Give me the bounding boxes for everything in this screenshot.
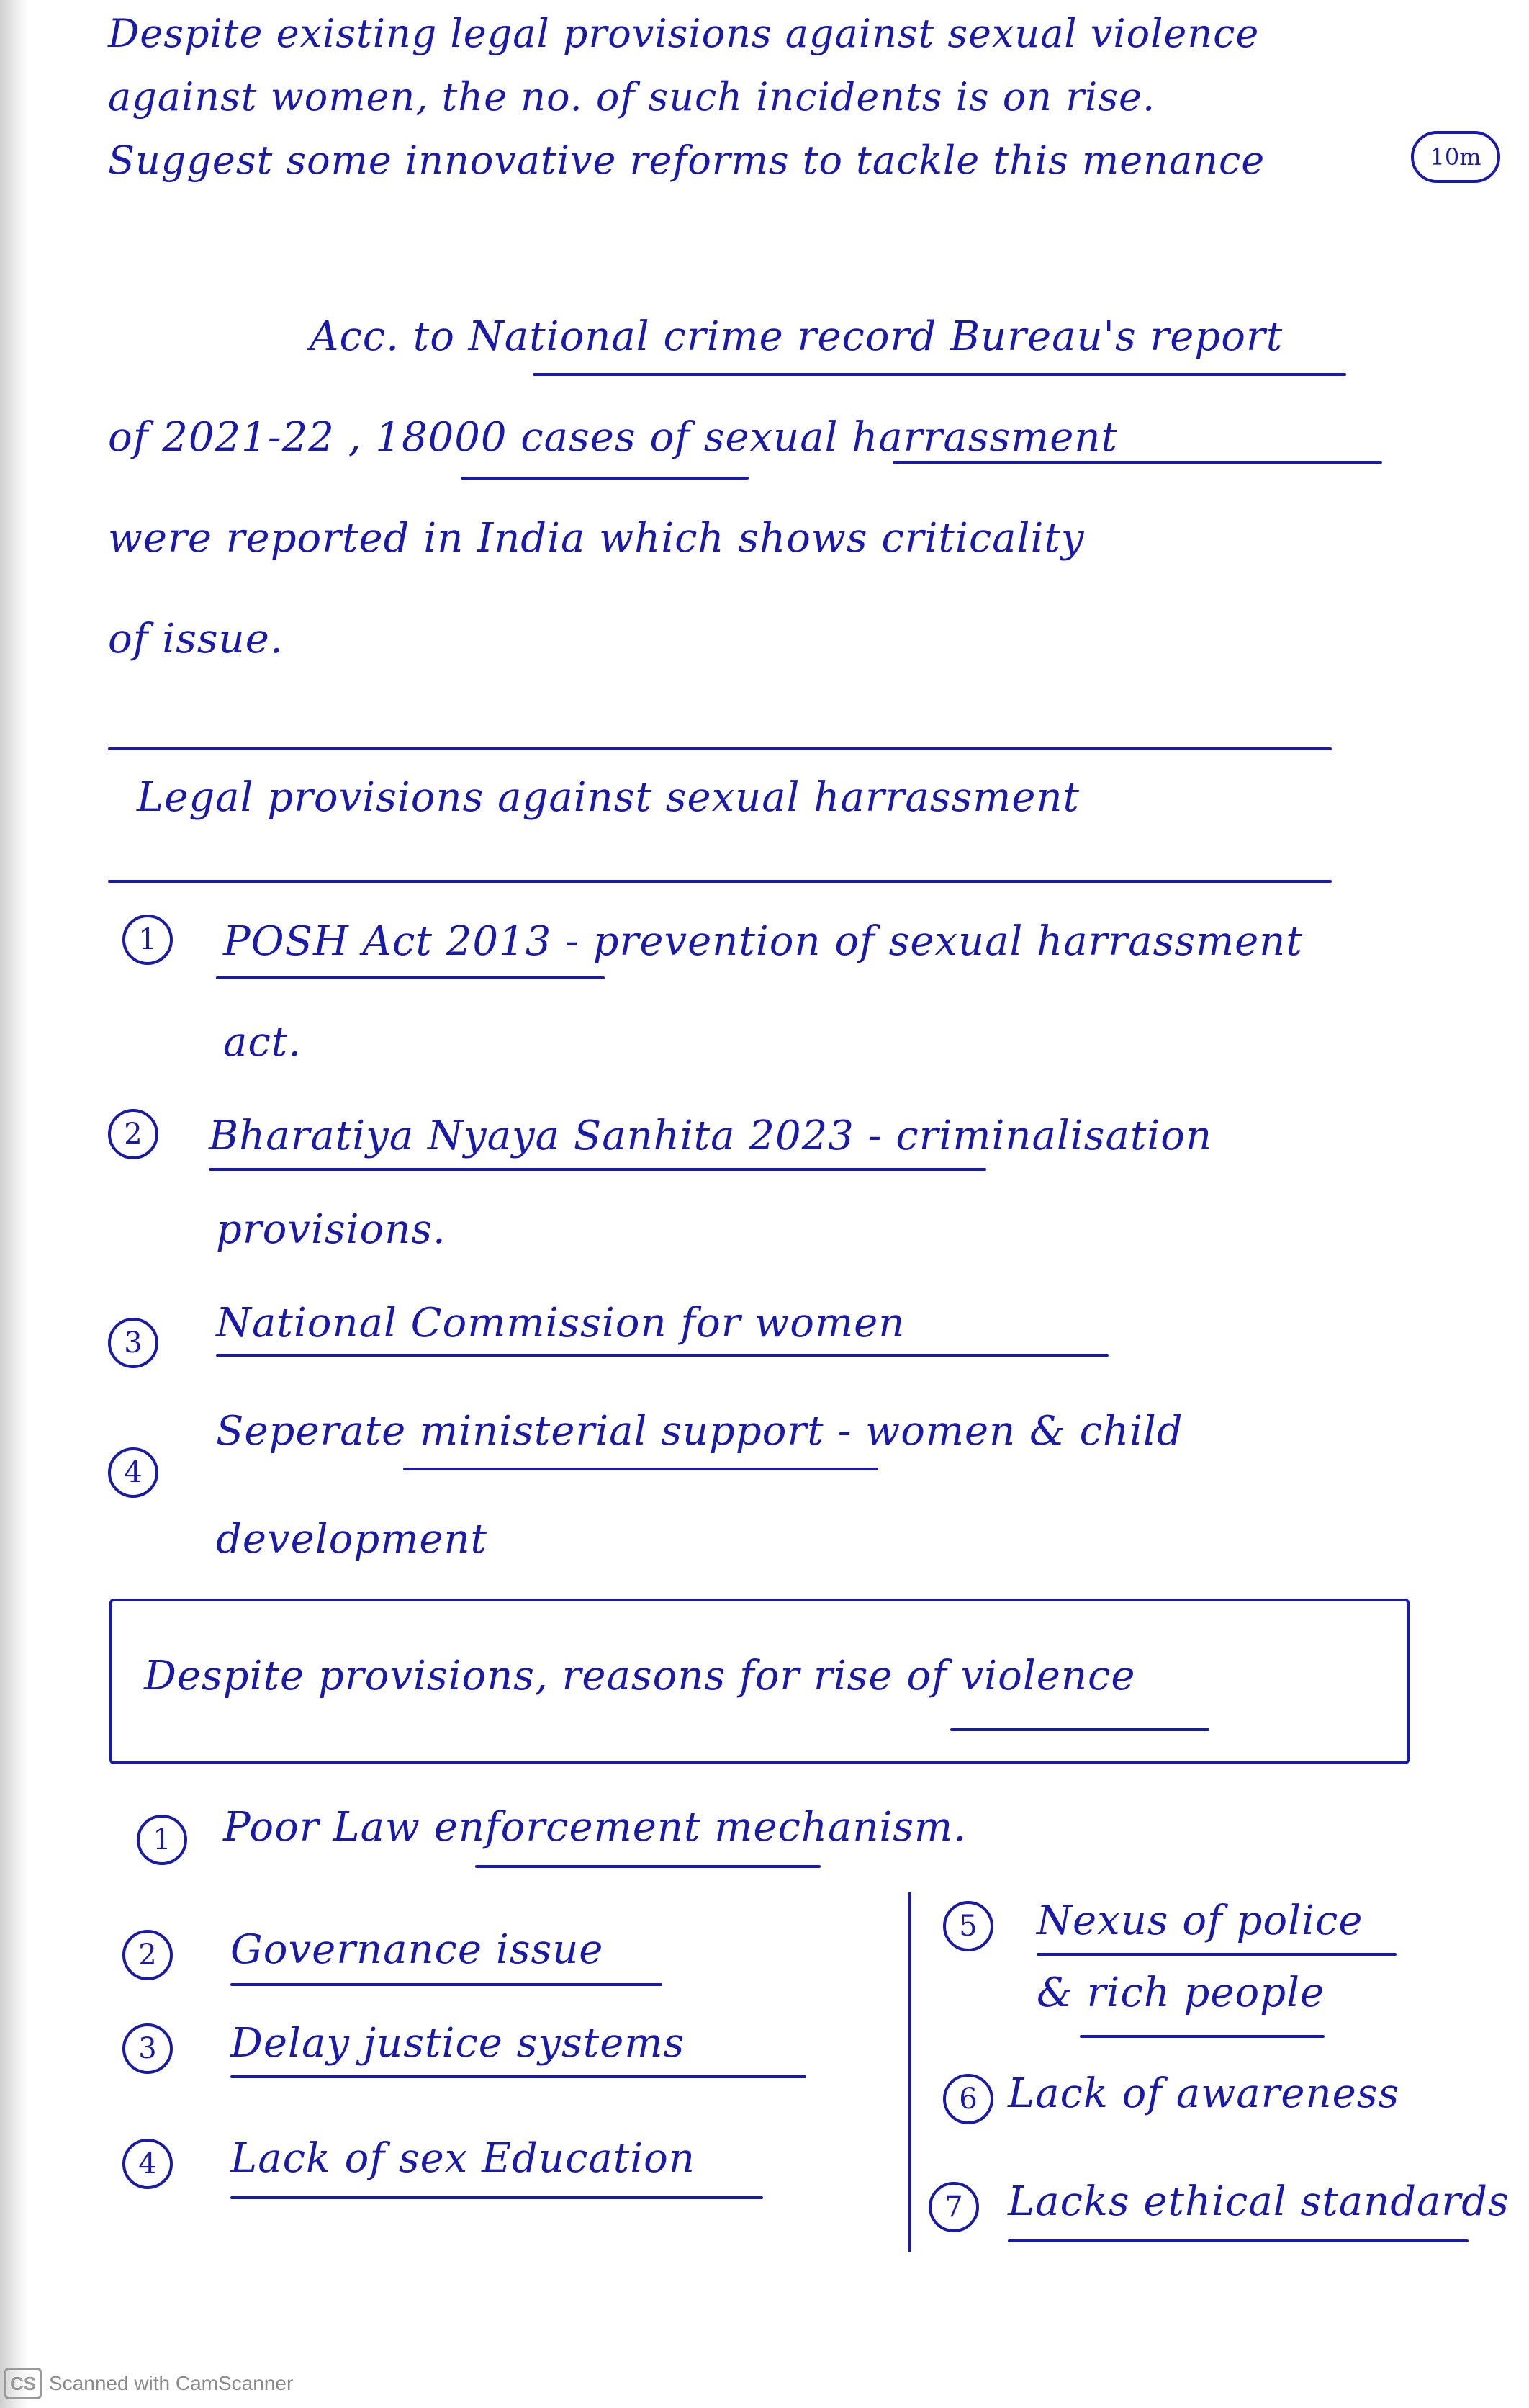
reason-item-7: Lacks ethical standards (1008, 2178, 1510, 2225)
heading-rule-bottom (108, 880, 1332, 883)
reason-item-5-cont: & rich people (1037, 1969, 1325, 2016)
camscanner-footer (4, 2368, 293, 2399)
legal-item-1: POSH Act 2013 - prevention of sexual harrassment (223, 918, 1303, 965)
reason-item-3: Delay justice systems (230, 2020, 685, 2067)
marks-badge: 10m (1411, 131, 1500, 183)
reason-item-6: Lack of awareness (1008, 2070, 1400, 2117)
intro-line-1: Acc. to National crime record Bureau's report (310, 313, 1284, 360)
legal-item-4: Seperate ministerial support - women & child (216, 1408, 1183, 1455)
question-line-3: Suggest some innovative reforms to tackle this menance (108, 138, 1266, 183)
legal-item-4-cont: development (216, 1516, 488, 1563)
item-number: 4 (108, 1447, 158, 1498)
underline-governance (230, 1983, 662, 1986)
item-number: 2 (122, 1930, 173, 1980)
item-number: 3 (122, 2023, 173, 2074)
question-line-1: Despite existing legal provisions against sexual violence (108, 11, 1260, 56)
camscanner-logo: CS (4, 2368, 42, 2399)
underline-ministerial (403, 1468, 878, 1470)
page-edge-shadow (0, 0, 29, 2408)
legal-item-1-cont: act. (223, 1019, 302, 1066)
underline-rise (950, 1728, 1209, 1731)
underline-bns (209, 1168, 986, 1171)
intro-line-3: were reported in India which shows criticality (108, 515, 1085, 562)
underline-enforcement (475, 1865, 821, 1868)
item-number: 7 (929, 2182, 979, 2232)
legal-item-2: Bharatiya Nyaya Sanhita 2023 - criminalisation (209, 1113, 1213, 1159)
underline-ncw (216, 1354, 1109, 1357)
underline-education (230, 2196, 763, 2199)
reasons-heading: Despite provisions, reasons for rise of violence (144, 1653, 1136, 1699)
reason-item-4: Lack of sex Education (230, 2135, 695, 2182)
underline-nexus (1037, 1953, 1397, 1956)
underline-harassment (893, 461, 1382, 464)
item-number: 5 (943, 1901, 993, 1951)
intro-line-4: of issue. (108, 616, 284, 662)
underline-posh (216, 976, 605, 979)
underline-cases (461, 477, 749, 480)
item-number: 3 (108, 1318, 158, 1368)
reason-item-1: Poor Law enforcement mechanism. (223, 1804, 967, 1851)
legal-item-3: National Commission for women (216, 1300, 906, 1347)
heading-rule-top (108, 747, 1332, 750)
underline-rich-people (1080, 2035, 1325, 2038)
item-number: 2 (108, 1109, 158, 1159)
column-divider (908, 1892, 911, 2252)
legal-provisions-heading: Legal provisions against sexual harrassment (137, 774, 1081, 821)
legal-item-2-cont: provisions. (216, 1206, 446, 1253)
item-number: 1 (122, 915, 173, 965)
underline-ncrb (533, 373, 1346, 376)
question-line-2: against women, the no. of such incidents is on rise. (108, 74, 1156, 120)
item-number: 1 (137, 1815, 187, 1865)
underline-ethical (1008, 2239, 1469, 2242)
item-number: 4 (122, 2139, 173, 2189)
item-number: 6 (943, 2074, 993, 2124)
reason-item-5: Nexus of police (1037, 1897, 1363, 1944)
underline-justice (230, 2075, 806, 2078)
intro-line-2: of 2021-22 , 18000 cases of sexual harrassment (108, 414, 1118, 461)
reason-item-2: Governance issue (230, 1926, 604, 1973)
camscanner-text: Scanned with CamScanner (49, 2372, 294, 2394)
